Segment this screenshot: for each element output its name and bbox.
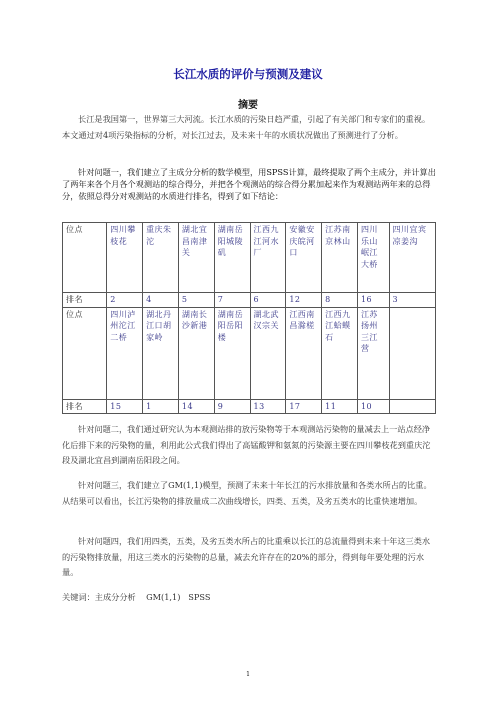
- rank-cell: 12: [286, 293, 322, 308]
- rank-cell: 5: [178, 293, 214, 308]
- site-cell: 江西九江蛤蟆石: [322, 307, 358, 399]
- rank-cell: 4: [143, 293, 179, 308]
- rank-cell: 10: [357, 399, 389, 414]
- site-cell: 湖北宜昌南津关: [178, 223, 214, 293]
- rank-cell: 9: [214, 399, 250, 414]
- paragraph-question-4: 针对问题四，我们用四类，五类，及劣五类水所占的比重乘以长江的总流量得到未来十年这三类水的污染物排放量，用这三类水的污染物的总量，减去允许存在的20%的部分，得到每年要处理的污水量。: [62, 536, 431, 577]
- paragraph-question-1: 针对问题一，我们建立了主成分分析的数学模型，用SPSS计算，最终提取了两个主成分，并计算出了两年来各个月各个观测站的综合得分，并把各个观测站的综合得分累加起来作为观测站两年来的总得分，依照总得分对观测站的水质进行排名，得到了如下结论：: [62, 167, 436, 201]
- rank-row-1: [63, 293, 436, 308]
- site-ranking-table: [62, 222, 436, 414]
- site-cell: [389, 307, 435, 399]
- rank-cell: 16: [357, 293, 389, 308]
- rank-cell: 17: [286, 399, 322, 414]
- rank-header-cell: 排名: [63, 399, 107, 414]
- site-cell: 四川泸州沱江二桥: [107, 307, 143, 399]
- rank-cell: 13: [250, 399, 286, 414]
- site-cell: 湖南岳阳城陵矶: [214, 223, 250, 293]
- site-cell: 四川宜宾凉姜沟: [389, 223, 435, 293]
- site-row-1: [63, 223, 436, 293]
- paragraph-question-3: 针对问题三，我们建立了GM(1,1)模型，预测了未来十年长江的污水排放量和各类水所占的比重。从结果可以看出，长江污染物的排放量成二次曲线增长，四类、五类，及劣五类水的比重快速增加。: [62, 480, 432, 506]
- site-row-2: [63, 307, 436, 399]
- keywords-line: 关键词：主成分分析 GM(1,1) SPSS: [62, 592, 211, 602]
- site-cell: 安徽安庆皖河口: [286, 223, 322, 293]
- site-cell: 湖南岳阳岳阳楼: [214, 307, 250, 399]
- site-cell: 湖北丹江口胡家岭: [143, 307, 179, 399]
- site-cell: 重庆朱沱: [143, 223, 179, 293]
- rank-header-cell: 排名: [63, 293, 107, 308]
- paragraph-intro: 长江是我国第一，世界第三大河流。长江水质的污染日趋严重，引起了有关部门和专家们的重视。本文通过对4项污染指标的分析，对长江过去，及未来十年的水质状况做出了预测进行了分析。: [62, 114, 431, 140]
- site-cell: 四川乐山岷江大桥: [357, 223, 389, 293]
- document-title: 长江水质的评价与预测及建议: [173, 67, 323, 81]
- site-header-cell: 位点: [63, 307, 107, 399]
- site-cell: 湖北武汉宗关: [250, 307, 286, 399]
- rank-cell: 14: [178, 399, 214, 414]
- rank-row-2: [63, 399, 436, 414]
- site-cell: 江苏扬州三江营: [357, 307, 389, 399]
- rank-cell: [389, 399, 435, 414]
- rank-cell: 7: [214, 293, 250, 308]
- rank-cell: 8: [322, 293, 358, 308]
- site-cell: 四川攀枝花: [107, 223, 143, 293]
- site-header-cell: 位点: [63, 223, 107, 293]
- site-cell: 江西南昌滁槎: [286, 307, 322, 399]
- rank-cell: 6: [250, 293, 286, 308]
- rank-cell: 11: [322, 399, 358, 414]
- abstract-heading: 摘要: [238, 100, 258, 111]
- paragraph-question-2: 针对问题二，我们通过研究认为本观测站排的放污染物等于本观测站污染物的量减去上一站点经净化后排下来的污染物的量，利用此公式我们得出了高锰酸钾和氨氮的污染源主要在四川攀枝花到重庆沱段及湖北宜昌到湖南岳阳段之间。: [62, 424, 431, 465]
- rank-cell: 15: [107, 399, 143, 414]
- site-cell: 江苏南京林山: [322, 223, 358, 293]
- rank-cell: 2: [107, 293, 143, 308]
- rank-cell: 3: [389, 293, 435, 308]
- page-number: 1: [246, 671, 250, 678]
- rank-cell: 1: [143, 399, 179, 414]
- site-cell: 湖南长沙新港: [178, 307, 214, 399]
- site-cell: 江西九江河水厂: [250, 223, 286, 293]
